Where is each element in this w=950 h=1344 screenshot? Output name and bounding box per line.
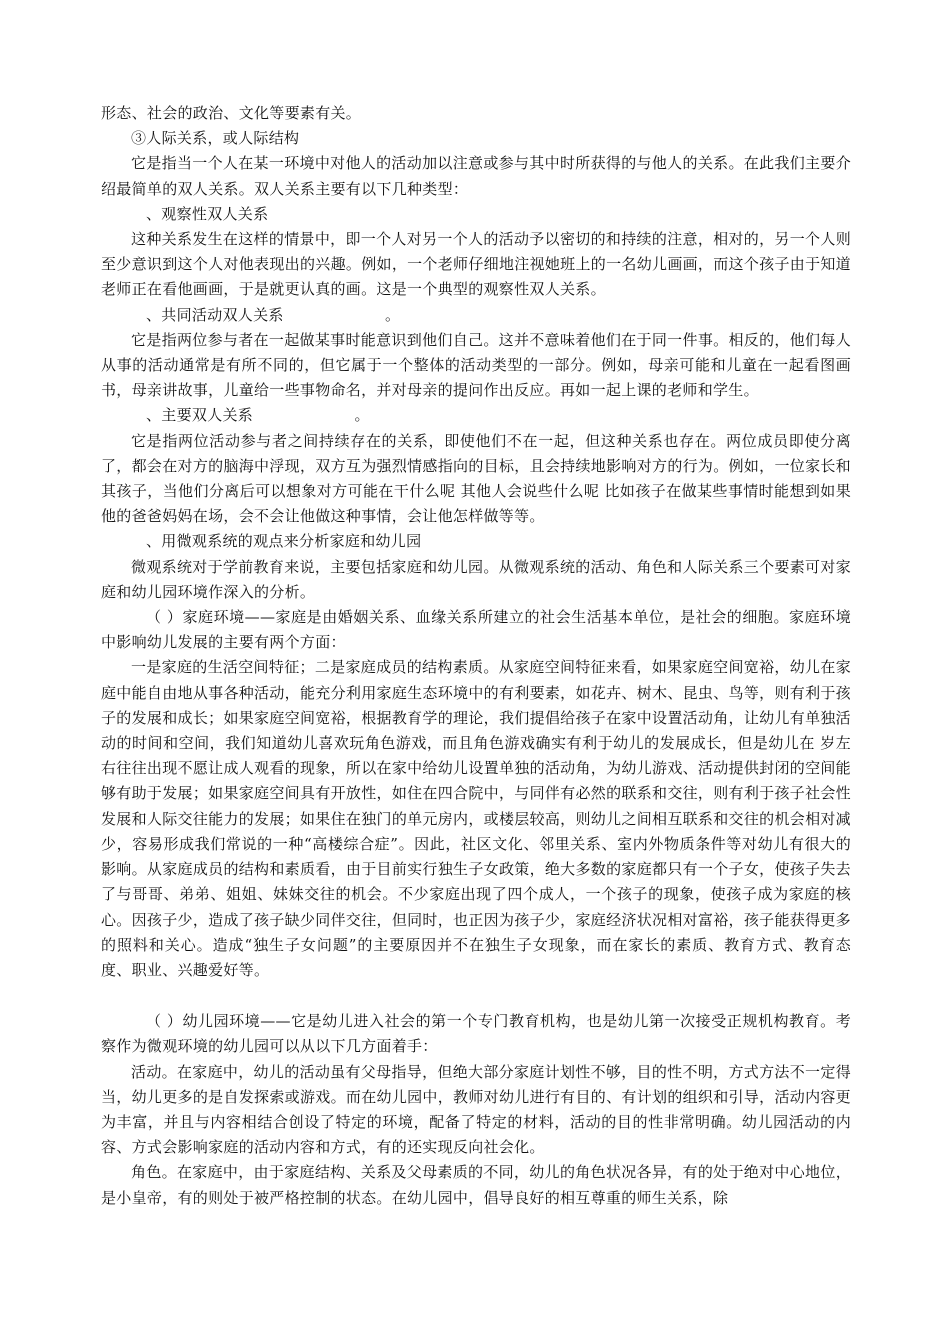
subheading-observational-dyad: 、观察性双人关系 xyxy=(146,204,269,223)
paragraph: 它是指当一个人在某一环境中对他人的活动加以注意或参与其中时所获得的与他人的关系。在此我们主要介绍最简单的双人关系。双人关系主要有以下几种类型： xyxy=(101,154,851,198)
subheading-microsystem-analysis: 、用微观系统的观点来分析家庭和幼儿园 xyxy=(146,532,422,551)
paragraph: 它是指两位活动参与者之间持续存在的关系，即使他们不在一起，但这种关系也存在。两位成员即使分离了，都会在对方的脑海中浮现，双方互为强烈情感指向的目标，且会持续地影响对方的行为。例如，一位家长和其孩子，当他们分离后可以想象对方可能在干什么呢 其他人会说些什么呢 比如孩子在做某些事情时能想到如果他的爸爸妈妈在场，会不会让他做这种事情，会让他怎样做等等。 xyxy=(101,431,851,526)
document-page xyxy=(101,101,851,1211)
subheading-joint-activity-dyad: 、共同活动双人关系 。 xyxy=(146,305,401,324)
paragraph: 角色。在家庭中，由于家庭结构、关系及父母素质的不同，幼儿的角色状况各异，有的处于绝对中心地位，是小皇帝，有的则处于被严格控制的状态。在幼儿园中，倡导良好的相互尊重的师生关系，除 xyxy=(101,1163,851,1207)
paragraph: 形态、社会的政治、文化等要素有关。 xyxy=(101,104,362,122)
paragraph: 它是指两位参与者在一起做某事时能意识到他们自己。这并不意味着他们在于同一件事。相反的，他们每人从事的活动通常是有所不同的，但它属于一个整体的活动类型的一部分。例如，母亲可能和儿童在一起看图画书，母亲讲故事，儿童给一些事物命名，并对母亲的提问作出反应。再如一起上课的老师和学生。 xyxy=(101,330,851,400)
paragraph: 微观系统对于学前教育来说，主要包括家庭和幼儿园。从微观系统的活动、角色和人际关系三个要素可对家庭和幼儿园环境作深入的分析。 xyxy=(101,557,851,601)
paragraph-family-environment: （ ）家庭环境——家庭是由婚姻关系、血缘关系所建立的社会生活基本单位，是社会的细胞。家庭环境中影响幼儿发展的主要有两个方面： xyxy=(101,608,851,652)
paragraph: 这种关系发生在这样的情景中，即一个人对另一个人的活动予以密切的和持续的注意，相对的，另一个人则至少意识到这个人对他表现出的兴趣。例如，一个老师仔细地注视她班上的一名幼儿画画，而这个孩子由于知道老师正在看他画画，于是就更认真的画。这是一个典型的观察性双人关系。 xyxy=(101,230,851,299)
subheading-primary-dyad: 、主要双人关系 。 xyxy=(146,406,370,425)
subheading-interpersonal-relations: ③人际关系，或人际结构 xyxy=(131,129,300,148)
paragraph-gap xyxy=(101,983,851,1009)
paragraph: 一是家庭的生活空间特征；二是家庭成员的结构素质。从家庭空间特征来看，如果家庭空间宽裕，幼儿在家庭中能自由地从事各种活动，能充分利用家庭生态环境中的有利要素，如花卉、树木、昆虫、鸟等，则有利于孩子的发展和成长；如果家庭空间宽裕，根据教育学的理论，我们提倡给孩子在家中设置活动角，让幼儿有单独活动的时间和空间，我们知道幼儿喜欢玩角色游戏，而且角色游戏确实有利于幼儿的发展成长，但是幼儿在 岁左右往往出现不愿让成人观看的现象，所以在家中给幼儿设置单独的活动角，为幼儿游戏、活动提供封闭的空间能够有助于发展；如果家庭空间具有开放性，如住在四合院中，与同伴有必然的联系和交往，则有利于孩子社会性发展和人际交往能力的发展；如果住在独门的单元房内，或楼层较高，则幼儿之间相互联系和交往的机会相对减少，容易形成我们常说的一种“高楼综合症”。因此，社区文化、邻里关系、室内外物质条件等对幼儿有很大的影响。从家庭成员的结构和素质看，由于目前实行独生子女政策，绝大多数的家庭都只有一个子女，使孩子失去了与哥哥、弟弟、姐姐、妹妹交往的机会。不少家庭出现了四个成人，一个孩子的现象，使孩子成为家庭的核心。因孩子少，造成了孩子缺少同伴交往，但同时，也正因为孩子少，家庭经济状况相对富裕，孩子能获得更多的照料和关心。造成“独生子女问题”的主要原因并不在独生子女现象，而在家长的素质、教育方式、教育态度、职业、兴趣爱好等。 xyxy=(101,658,851,979)
paragraph-kindergarten-environment: （ ）幼儿园环境——它是幼儿进入社会的第一个专门教育机构，也是幼儿第一次接受正规机构教育。考察作为微观环境的幼儿园可以从以下几方面着手： xyxy=(101,1012,851,1056)
paragraph: 活动。在家庭中，幼儿的活动虽有父母指导，但绝大部分家庭计划性不够，目的性不明，方式方法不一定得当，幼儿更多的是自发探索或游戏。而在幼儿园中，教师对幼儿进行有目的、有计划的组织和引导，活动内容更为丰富，并且与内容相结合创设了特定的环境，配备了特定的材料，活动的目的性非常明确。幼儿园活动的内容、方式会影响家庭的活动内容和方式，有的还实现反向社会化。 xyxy=(101,1062,851,1157)
